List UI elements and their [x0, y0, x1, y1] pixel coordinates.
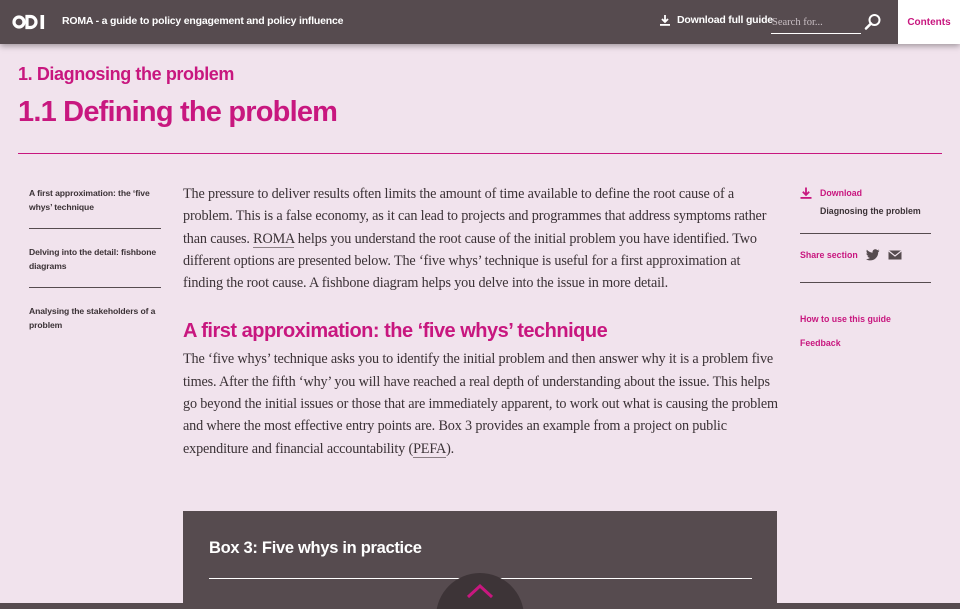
how-to-use-link[interactable]: How to use this guide: [800, 314, 891, 324]
pefa-link[interactable]: PEFA: [413, 440, 447, 457]
title-divider: [18, 153, 942, 154]
contents-tab[interactable]: Contents: [898, 0, 960, 44]
download-icon: [800, 187, 812, 199]
intro-text-2: helps you understand the root cause of the initial problem you have identified. Two different options are presented below. The ‘five whys’ technique is useful for a first approximation at finding the root cause. A fishbone diagram helps you delve into the issue in more detail.: [183, 230, 757, 292]
intro-text-1: The pressure to deliver results often limits the amount of time available to define the root cause of a problem. This is a false economy, as it can lead to projects and programmes that address symptoms rather than causes.: [183, 186, 767, 247]
email-icon[interactable]: [888, 249, 902, 261]
right-sidebar: [800, 186, 931, 348]
twitter-icon[interactable]: [866, 249, 880, 261]
section-nav: [29, 186, 161, 362]
five-whys-text-1: The ‘five whys’ technique asks you to identify the initial problem and then answer why it is a problem five times. After the fifth ‘why’ you will have reached a real depth of understanding about the issue. This helps go beyond the initial issues or those that are immediately apparent, to work out what is causing the problem and where the most effective entry points are. Box 3 provides an example from a project on public expenditure and financial accountability (: [183, 351, 778, 457]
download-icon: [659, 14, 671, 26]
nav-item-fishbone[interactable]: Delving into the detail: fishbone diagrams: [29, 245, 161, 288]
share-section: [800, 249, 931, 261]
odi-logo-icon[interactable]: [12, 13, 48, 31]
five-whys-text-2: ).: [446, 440, 455, 457]
download-section-name: Diagnosing the problem: [820, 206, 921, 216]
nav-item-five-whys[interactable]: A first approximation: the ‘five whys’ technique: [29, 186, 161, 229]
five-whys-heading: A first approximation: the ‘five whys’ technique: [183, 320, 608, 343]
nav-item-stakeholders[interactable]: Analysing the stakeholders of a problem: [29, 306, 156, 330]
site-title[interactable]: ROMA - a guide to policy engagement and policy influence: [62, 15, 344, 27]
section-heading: 1. Diagnosing the problem: [18, 64, 235, 84]
top-bar: [0, 0, 960, 44]
page-title: 1.1 Defining the problem: [18, 96, 338, 128]
box-title: Box 3: Five whys in practice: [209, 539, 422, 557]
roma-link[interactable]: ROMA: [253, 230, 295, 247]
intro-paragraph: [183, 183, 778, 294]
main-content: [183, 183, 778, 460]
search-input[interactable]: [771, 12, 861, 34]
download-full-guide-label: Download full guide: [677, 14, 773, 26]
share-label: Share section: [800, 250, 858, 260]
share-divider: [800, 261, 931, 283]
five-whys-paragraph: [183, 348, 778, 459]
download-section: [800, 186, 931, 234]
chevron-up-icon: [466, 583, 494, 599]
download-full-guide-button[interactable]: [659, 14, 773, 26]
download-section-link[interactable]: Download: [820, 188, 863, 198]
search-icon[interactable]: [864, 13, 882, 31]
feedback-link[interactable]: Feedback: [800, 338, 841, 348]
